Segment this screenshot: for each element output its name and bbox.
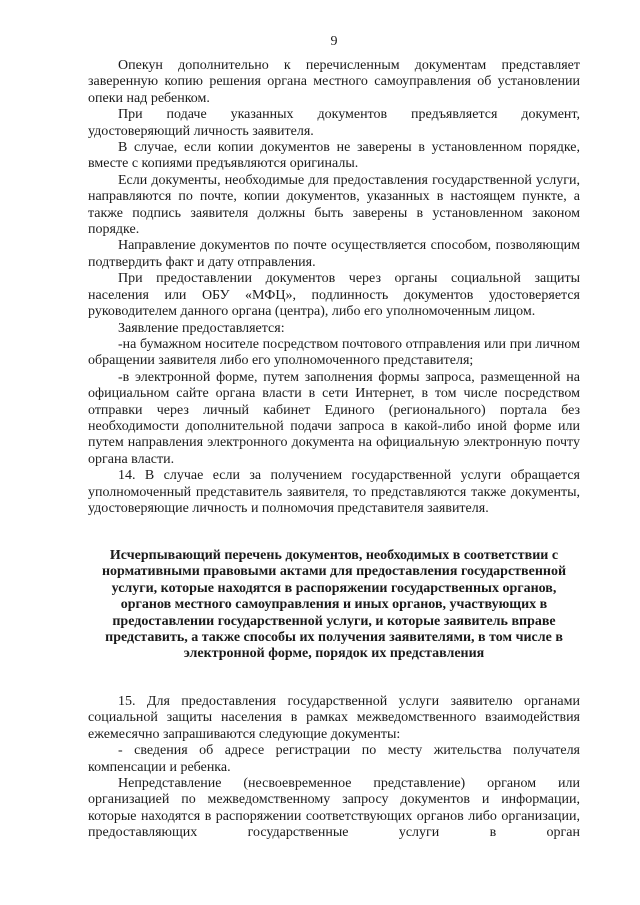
paragraph-non-submission: Непредставление (несвоевременное представление) органом или организацией по межведомственному запросу документов и информации, которые находятся в распоряжении соответствующих органов либо организации, предоставляющих государственные услуги в орган	[88, 776, 580, 841]
paragraph-copies-not-certified: В случае, если копии документов не заверены в установленном порядке, вместе с копиями предъявляются оригиналы.	[88, 140, 580, 172]
body-text	[88, 58, 580, 517]
paragraph-postal-direction: Направление документов по почте осуществляется способом, позволяющим подтвердить факт и дату отправления.	[88, 238, 580, 270]
section-heading: Исчерпывающий перечень документов, необходимых в соответствии с нормативными правовыми актами для предоставления государственной услуги, которые находятся в распоряжении государственных органов, органов местного самоуправления и иных органов, участвующих в предоставлении государственной услуги, и которые заявитель вправе представить, а также способы их получения заявителями, в том числе в электронной форме, порядок их представления	[101, 548, 567, 662]
page-number: 9	[330, 34, 338, 49]
paragraph-identity-document: При подаче указанных документов предъявляется документ, удостоверяющий личность заявителя.	[88, 107, 580, 139]
paragraph-postal-documents: Если документы, необходимые для предоставления государственной услуги, направляются по почте, копии документов, указанных в настоящем пункте, а также подпись заявителя должны быть заверены в установленном законом порядке.	[88, 172, 580, 238]
paragraph-15-documents: 15. Для предоставления государственной услуги заявителю органами социальной защиты населения в рамках межведомственного взаимодействия ежемесячно запрашиваются следующие документы:	[88, 694, 580, 742]
paragraph-address-info: - сведения об адресе регистрации по месту жительства получателя компенсации и ребенка.	[88, 743, 580, 775]
paragraph-guardian: Опекун дополнительно к перечисленным документам представляет заверенную копию решения органа местного самоуправления об установлении опеки над ребенком.	[88, 58, 580, 106]
body-text-2	[88, 694, 580, 842]
paragraph-electronic-form: -в электронной форме, путем заполнения формы запроса, размещенной на официальном сайте органа власти в сети Интернет, в том числе посредством отправки через личный кабинет Единого (регионального) портала без необходимости дополнительной подачи запроса в какой-либо иной форме или путем направления электронного документа на официальную электронную почту органа власти.	[88, 369, 580, 467]
paragraph-paper-form: -на бумажном носителе посредством почтового отправления или при личном обращении заявителя либо его уполномоченного представителя;	[88, 336, 580, 369]
paragraph-14-representative: 14. В случае если за получением государственной услуги обращается уполномоченный представитель заявителя, то представляются также документы, удостоверяющие личность и полномочия представителя заявителя.	[88, 468, 580, 516]
paragraph-application-submitted: Заявление предоставляется:	[118, 320, 285, 336]
paragraph-mfc-authenticity: При предоставлении документов через органы социальной защиты населения или ОБУ «МФЦ», подлинность документов удостоверяется руководителем данного органа (центра), либо его уполномоченным лицом.	[88, 271, 580, 320]
